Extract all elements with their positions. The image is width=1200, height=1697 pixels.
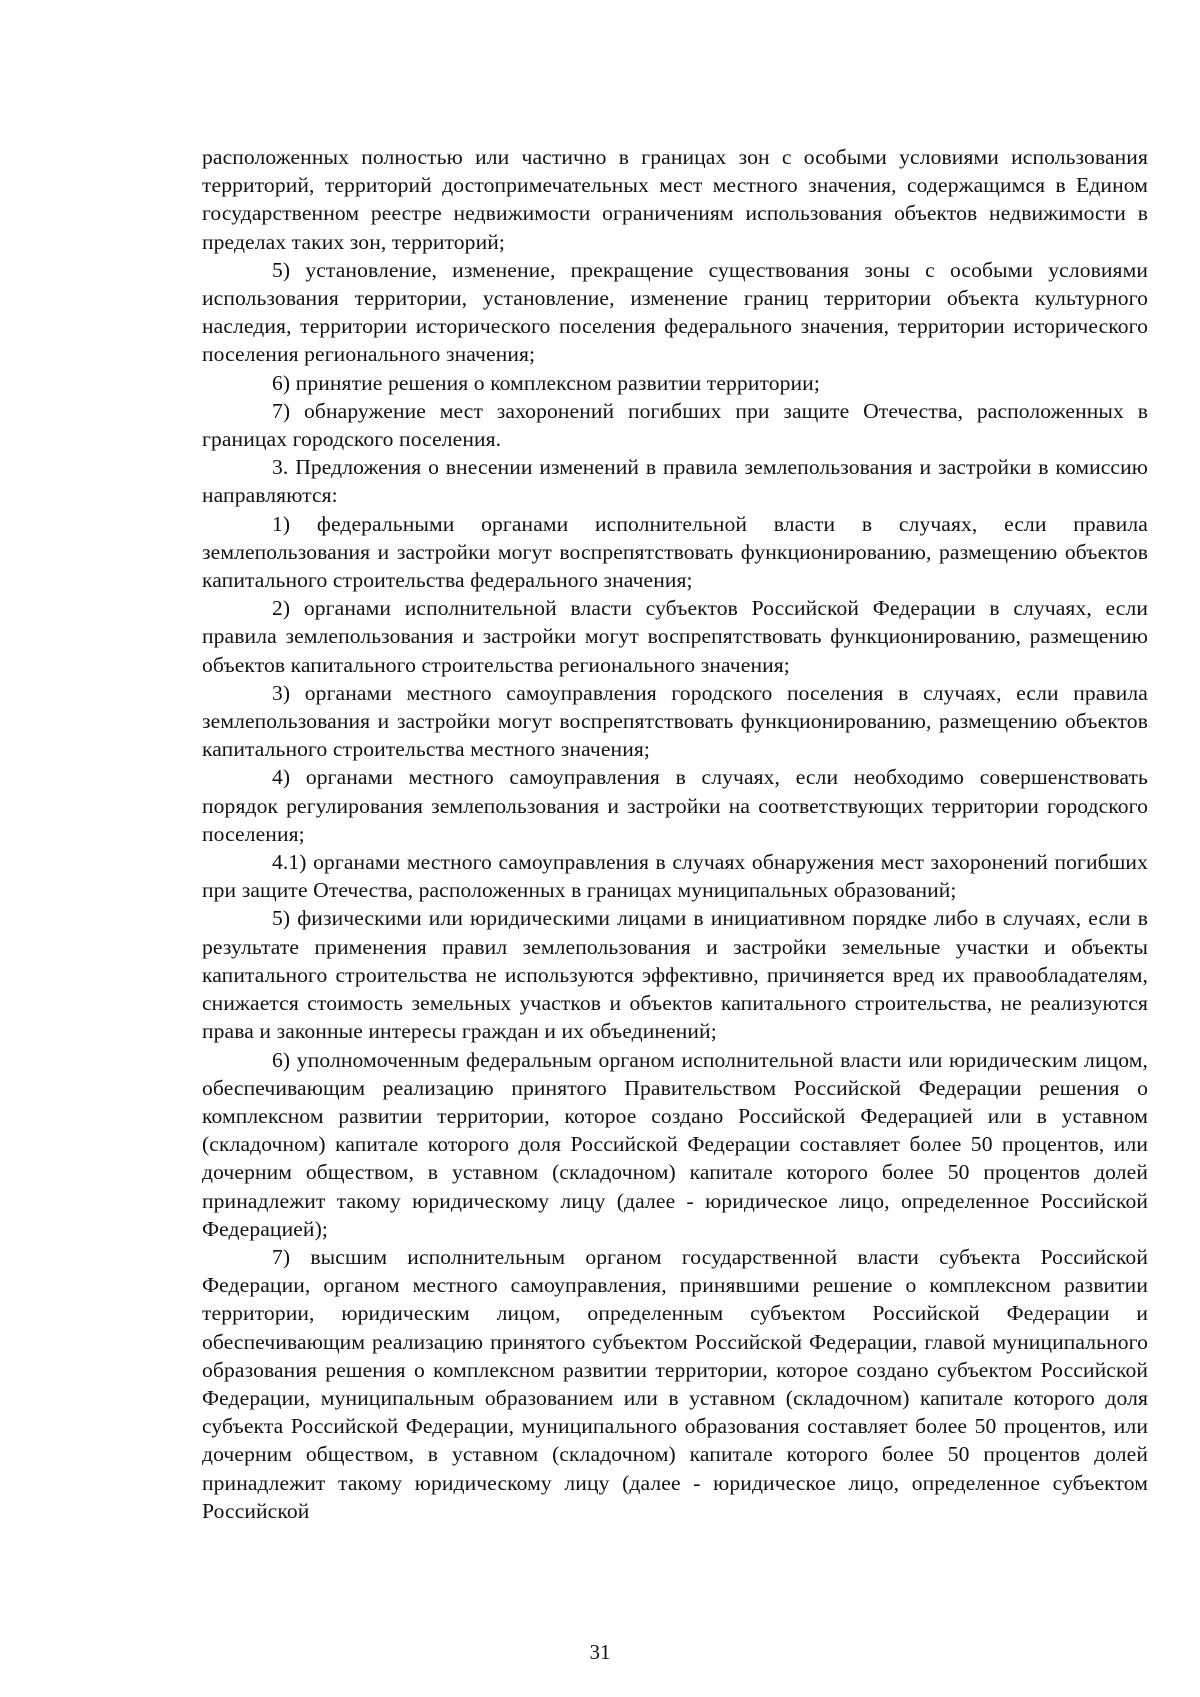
- paragraph-proposer-5-persons: 5) физическими или юридическими лицами в инициативном порядке либо в случаях, если в результате применения правил землепользования и застройки земельные участки и объекты капитального строительства не используются эффективно, причиняется вред их правообладателям, снижается стоимость земельных участков и объектов капитального строительства, не реализуются права и законные интересы граждан и их объединений;: [202, 906, 1148, 1044]
- paragraph-item-5-zones: 5) установление, изменение, прекращение существования зоны с особыми условиями использования территории, установление, изменение границ территории объекта культурного наследия, территории исторического поселения федерального значения, территории исторического поселения регионального значения;: [202, 257, 1148, 367]
- paragraph-proposer-3-local: 3) органами местного самоуправления городского поселения в случаях, если правила землепользования и застройки могут воспрепятствовать функционированию, размещению объектов капитального строительства местного значения;: [202, 680, 1148, 762]
- paragraph-proposer-4-1-burials: 4.1) органами местного самоуправления в случаях обнаружения мест захоронений погибших при защите Отечества, расположенных в границах муниципальных образований;: [202, 850, 1148, 903]
- paragraph-continuation: расположенных полностью или частично в границах зон с особыми условиями использования территорий, территорий достопримечательных мест местного значения, содержащимся в Едином государственном реестре недвижимости ограничениям использования объектов недвижимости в пределах таких зон, территорий;: [202, 145, 1148, 254]
- page-number: 31: [589, 1640, 611, 1664]
- paragraph-section-3-proposals: 3. Предложения о внесении изменений в правила землепользования и застройки в комиссию направляются:: [202, 455, 1148, 508]
- document-body: [202, 143, 1148, 1525]
- paragraph-item-7-burials: 7) обнаружение мест захоронений погибших при защите Отечества, расположенных в границах городского поселения.: [202, 398, 1148, 452]
- paragraph-proposer-2-regional: 2) органами исполнительной власти субъектов Российской Федерации в случаях, если правила землепользования и застройки могут воспрепятствовать функционированию, размещению объектов капитального строительства регионального значения;: [202, 596, 1148, 677]
- paragraph-proposer-4-local-improve: 4) органами местного самоуправления в случаях, если необходимо совершенствовать порядок регулирования землепользования и застройки на соответствующих территории городского поселения;: [202, 765, 1148, 846]
- paragraph-proposer-7-regional-body: 7) высшим исполнительным органом государственной власти субъекта Российской Федерации, органом местного самоуправления, принявшими решение о комплексном развитии территории, юридическим лицом, определенным субъектом Российской Федерации и обеспечивающим реализацию принятого субъектом Российской Федерации, главой муниципального образования решения о комплексном развитии территории, которое создано субъектом Российской Федерации, муниципальным образованием или в уставном (складочном) капитале которого доля субъекта Российской Федерации, муниципального образования составляет более 50 процентов, или дочерним обществом, в уставном (складочном) капитале которого более 50 процентов долей принадлежит такому юридическому лицу (далее - юридическое лицо, определенное субъектом Российской: [202, 1244, 1148, 1523]
- paragraph-proposer-1-federal: 1) федеральными органами исполнительной власти в случаях, если правила землепользования и застройки могут воспрепятствовать функционированию, размещению объектов капитального строительства федерального значения;: [202, 511, 1148, 593]
- paragraph-proposer-6-federal-body: 6) уполномоченным федеральным органом исполнительной власти или юридическим лицом, обеспечивающим реализацию принятого Правительством Российской Федерации решения о комплексном развитии территории, которое создано Российской Федерацией или в уставном (складочном) капитале которого доля Российской Федерации составляет более 50 процентов, или дочерним обществом, в уставном (складочном) капитале которого более 50 процентов долей принадлежит такому юридическому лицу (далее - юридическое лицо, определенное Российской Федерацией);: [202, 1047, 1148, 1241]
- paragraph-item-6-decision: 6) принятие решения о комплексном развитии территории;: [272, 370, 820, 395]
